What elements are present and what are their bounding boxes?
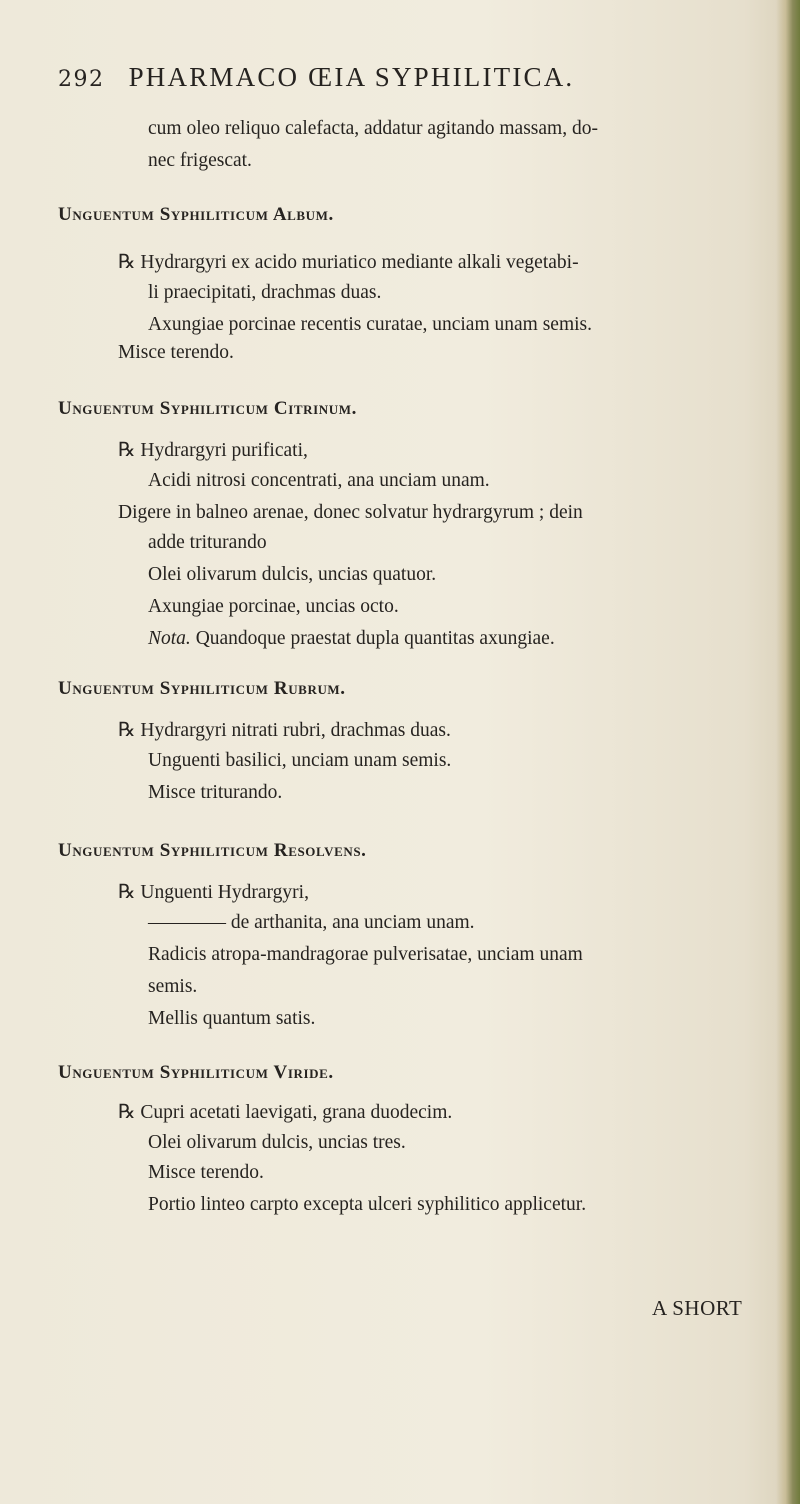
note-label: Nota. — [148, 628, 191, 649]
recipe-line: Misce terendo. — [118, 342, 234, 363]
note-text: Quandoque praestat dupla quantitas axungiae. — [195, 628, 555, 649]
recipe-line: Portio linteo carpto excepta ulceri syphilitico applicetur. — [148, 1194, 587, 1215]
recipe-heading-resolvens: Unguentum Syphiliticum Resolvens. — [58, 840, 367, 861]
recipe-line: Axungiae porcinae, uncias octo. — [148, 596, 399, 617]
recipe-line: Misce terendo. — [148, 1162, 264, 1183]
recipe-line: Mellis quantum satis. — [148, 1008, 316, 1029]
recipe-line: Radicis atropa-mandragorae pulverisatae, unciam unam — [148, 944, 583, 965]
recipe-line: ———— de arthanita, ana unciam unam. — [148, 912, 475, 933]
running-header — [58, 62, 574, 93]
text-line: nec frigescat. — [148, 150, 252, 171]
text-line: cum oleo reliquo calefacta, addatur agitando massam, do- — [148, 118, 598, 139]
page-edge — [776, 0, 800, 1504]
recipe-heading-rubrum: Unguentum Syphiliticum Rubrum. — [58, 678, 346, 699]
page-number: 292 — [58, 67, 105, 92]
recipe-line: Digere in balneo arenae, donec solvatur hydrargyrum ; dein — [118, 502, 583, 523]
recipe-heading-album: Unguentum Syphiliticum Album. — [58, 204, 334, 225]
recipe-line: ℞ Hydrargyri purificati, — [118, 440, 308, 461]
recipe-line: adde triturando — [148, 532, 267, 553]
recipe-line: Axungiae porcinae recentis curatae, unciam unam semis. — [148, 314, 592, 335]
recipe-line: Misce triturando. — [148, 782, 283, 803]
recipe-line: Olei olivarum dulcis, uncias tres. — [148, 1132, 406, 1153]
recipe-line: ℞ Unguenti Hydrargyri, — [118, 882, 309, 903]
running-title: PHARMACO ŒIA SYPHILITICA. — [128, 62, 575, 92]
catchword: A SHORT — [652, 1296, 743, 1320]
recipe-line: Unguenti basilici, unciam unam semis. — [148, 750, 452, 771]
recipe-note — [148, 628, 555, 650]
recipe-line: li praecipitati, drachmas duas. — [148, 282, 382, 303]
recipe-line: semis. — [148, 976, 198, 997]
recipe-line: Acidi nitrosi concentrati, ana unciam unam. — [148, 470, 490, 491]
recipe-heading-viride: Unguentum Syphiliticum Viride. — [58, 1062, 334, 1083]
recipe-line: Olei olivarum dulcis, uncias quatuor. — [148, 564, 437, 585]
recipe-line: ℞ Cupri acetati laevigati, grana duodecim. — [118, 1102, 453, 1123]
recipe-heading-citrinum: Unguentum Syphiliticum Citrinum. — [58, 398, 357, 419]
recipe-line: ℞ Hydrargyri nitrati rubri, drachmas duas. — [118, 720, 451, 741]
recipe-line: ℞ Hydrargyri ex acido muriatico mediante alkali vegetabi- — [118, 252, 579, 273]
